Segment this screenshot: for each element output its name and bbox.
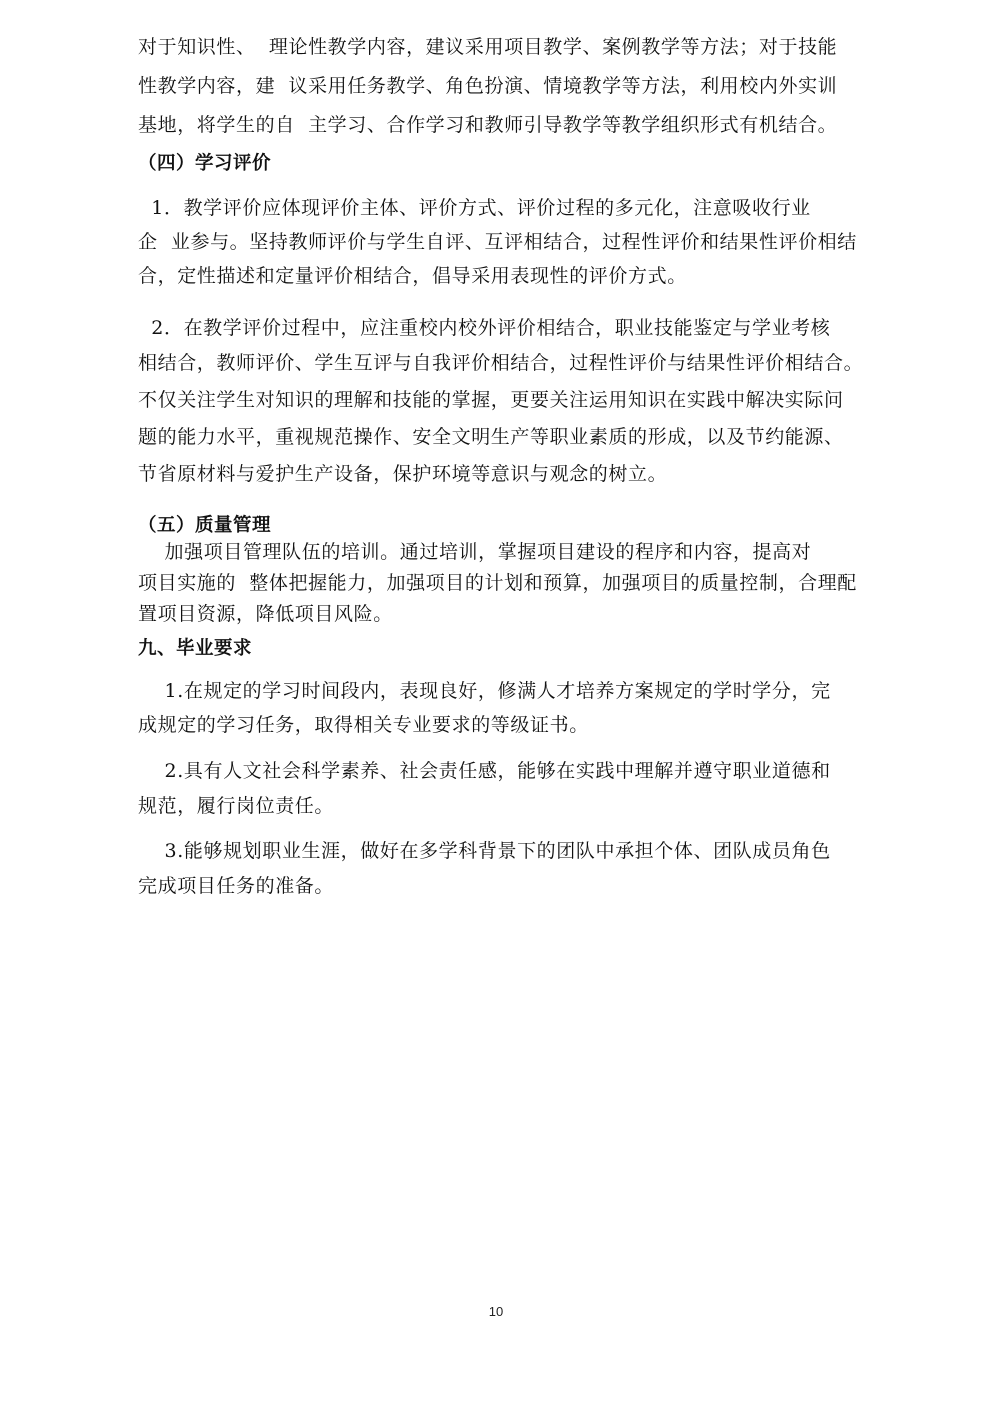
paragraph-line: 加强项目管理队伍的培训。通过培训，掌握项目建设的程序和内容，提高对: [138, 541, 812, 563]
paragraph-line: 性教学内容，建 议采用任务教学、角色扮演、情境教学等方法，利用校内外实训: [138, 75, 838, 97]
paragraph-line: 置项目资源，降低项目风险。: [138, 603, 393, 625]
paragraph-line: 规范，履行岗位责任。: [138, 795, 335, 817]
paragraph-line: 题的能力水平，重视规范操作、安全文明生产等职业素质的形成，以及节约能源、: [138, 426, 844, 448]
paragraph-line: 3.能够规划职业生涯，做好在多学科背景下的团队中承担个体、团队成员角色: [138, 840, 831, 862]
section-heading: 九、毕业要求: [138, 638, 253, 659]
paragraph-line: 1.在规定的学习时间段内，表现良好，修满人才培养方案规定的学时学分，完: [138, 680, 831, 702]
paragraph-line: 2.具有人文社会科学素养、社会责任感，能够在实践中理解并遵守职业道德和: [138, 760, 831, 782]
page-number: 10: [488, 1304, 504, 1319]
paragraph-line: 节省原材料与爱护生产设备，保护环境等意识与观念的树立。: [138, 463, 668, 485]
paragraph-line: 对于知识性、 理论性教学内容，建议采用项目教学、案例教学等方法；对于技能: [138, 36, 838, 58]
paragraph-line: 完成项目任务的准备。: [138, 875, 335, 897]
paragraph-line: 基地，将学生的自 主学习、合作学习和教师引导教学等教学组织形式有机结合。: [138, 114, 838, 136]
paragraph-line: 相结合，教师评价、学生互评与自我评价相结合，过程性评价与结果性评价相结合。: [138, 352, 864, 374]
paragraph-line: 2．在教学评价过程中，应注重校内校外评价相结合，职业技能鉴定与学业考核: [138, 317, 831, 339]
section-heading: （四）学习评价: [138, 153, 272, 174]
paragraph-line: 成规定的学习任务，取得相关专业要求的等级证书。: [138, 714, 589, 736]
paragraph-line: 项目实施的 整体把握能力，加强项目的计划和预算，加强项目的质量控制，合理配: [138, 572, 857, 594]
section-heading: （五）质量管理: [138, 515, 272, 536]
paragraph-line: 1．教学评价应体现评价主体、评价方式、评价过程的多元化，注意吸收行业: [138, 197, 811, 219]
paragraph-line: 企 业参与。坚持教师评价与学生自评、互评相结合，过程性评价和结果性评价相结: [138, 231, 857, 253]
paragraph-line: 合，定性描述和定量评价相结合，倡导采用表现性的评价方式。: [138, 265, 687, 287]
paragraph-line: 不仅关注学生对知识的理解和技能的掌握，更要关注运用知识在实践中解决实际问: [138, 389, 844, 411]
